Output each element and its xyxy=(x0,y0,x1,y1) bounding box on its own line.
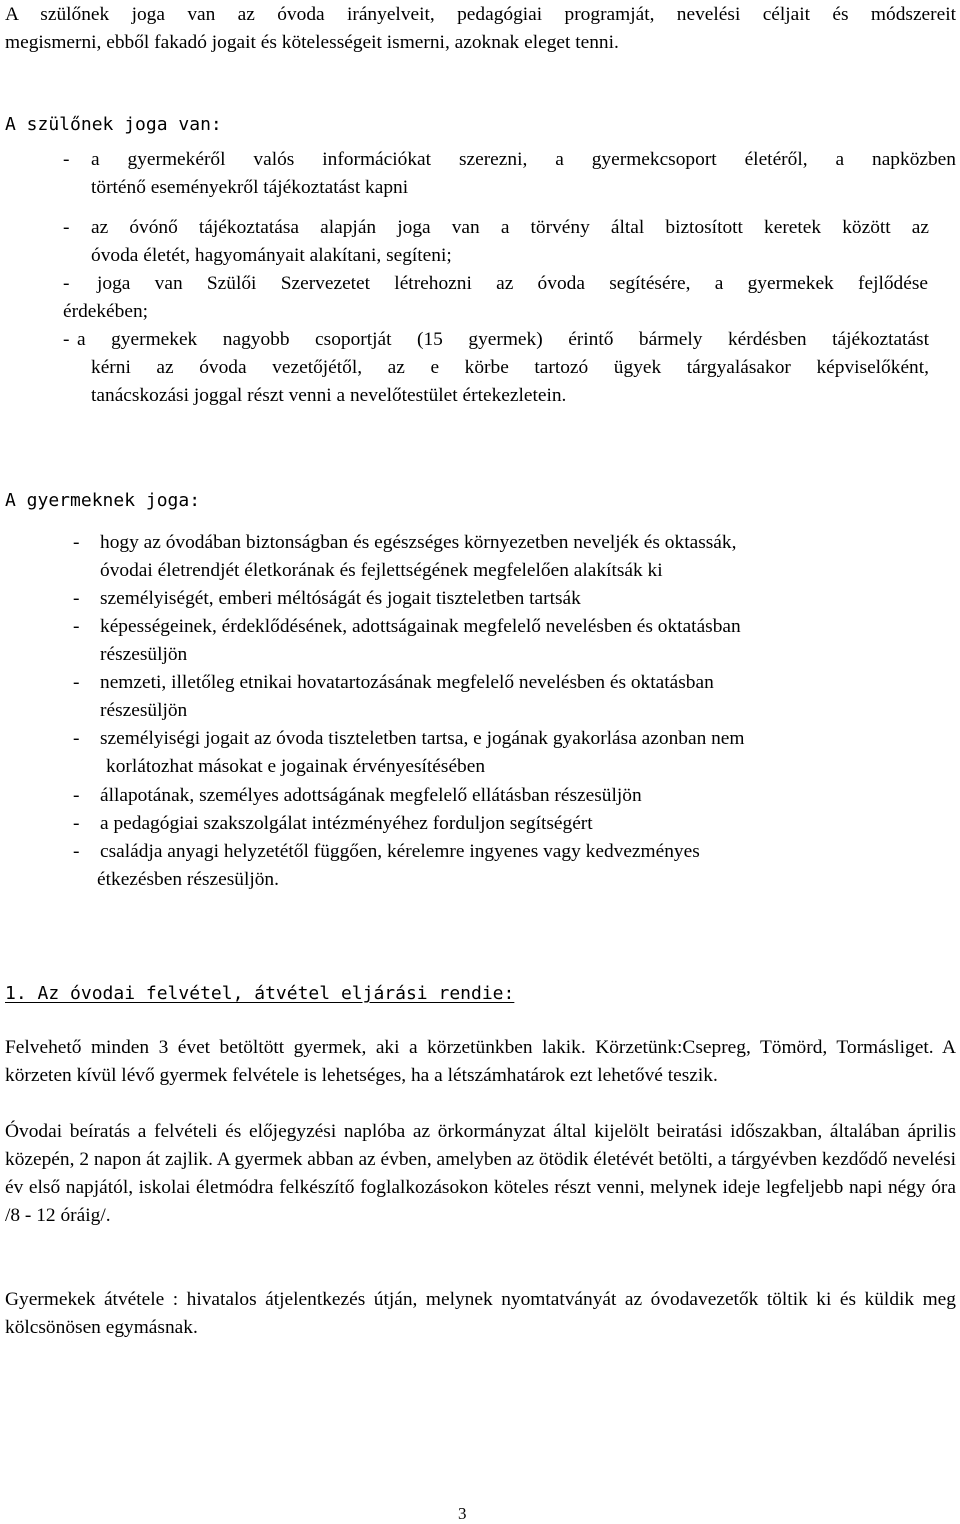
parent-item-1-line-1: a gyermekéről valós információkat szerezni, a gyermekcsoport életéről, a napközben xyxy=(91,149,956,170)
intro-line-1: A szülőnek joga van az óvoda irányelveit, pedagógiai programját, nevelési céljait és módszereit xyxy=(5,4,956,25)
parent-item-4-line-1: a gyermekek nagyobb csoportját (15 gyermek) érintő bármely kérdésben tájékoztatást xyxy=(77,329,929,350)
child-item-2-line-1: személyiségét, emberi méltóságát és jogait tiszteletben tartsák xyxy=(100,588,581,609)
child-item-6-line-1: állapotának, személyes adottságának megfelelő ellátásban részesüljön xyxy=(100,785,642,806)
parent-item-1-line-2: történő eseményekről tájékoztatást kapni xyxy=(91,177,409,198)
child-rights-heading: A gyermeknek joga: xyxy=(5,490,201,511)
child-item-1-line-2: óvodai életrendjét életkorának és fejlettségének megfelelően alakítsák ki xyxy=(100,560,663,581)
child-item-6-dash: - xyxy=(73,785,80,806)
child-item-1-line-1: hogy az óvodában biztonságban és egészséges környezetben neveljék és oktassák, xyxy=(100,532,737,553)
parent-rights-heading: A szülőnek joga van: xyxy=(5,114,222,135)
parent-item-4-dash: - xyxy=(63,329,70,350)
child-item-2-dash: - xyxy=(73,588,80,609)
parent-item-1-dash: - xyxy=(63,149,70,170)
child-item-7-dash: - xyxy=(73,813,80,834)
child-item-3-dash: - xyxy=(73,616,80,637)
child-item-4-dash: - xyxy=(73,672,80,693)
section-1-heading: 1. Az óvodai felvétel, átvétel eljárási rendie: xyxy=(5,983,515,1004)
section-1-paragraph-3: Gyermekek átvétele : hivatalos átjelentkezés útján, melynek nyomtatványát az óvodavezetők töltik ki és küldik meg kölcsönösen egymásnak. xyxy=(5,1289,956,1338)
section-1-paragraph-1: Felvehető minden 3 évet betöltött gyermek, aki a körzetünkben lakik. Körzetünk:Csepreg, Tömörd, Tormásliget. A körzeten kívül lévő gyermek felvétele is lehetséges, ha a létszámhatárok ezt lehetővé teszik. xyxy=(5,1037,956,1086)
child-item-7-line-1: a pedagógiai szakszolgálat intézményéhez forduljon segítségért xyxy=(100,813,593,834)
parent-item-2-dash: - xyxy=(63,217,70,238)
parent-item-2-line-1: az óvónő tájékoztatása alapján joga van a törvény által biztosított keretek között az xyxy=(91,217,929,238)
parent-item-3-line-1: joga van Szülői Szervezetet létrehozni az óvoda segítésére, a gyermekek fejlődése xyxy=(97,273,928,294)
parent-item-4-line-3: tanácskozási joggal részt venni a nevelőtestület értekezletein. xyxy=(91,385,567,406)
child-item-5-dash: - xyxy=(73,728,80,749)
parent-item-3-dash: - xyxy=(63,273,70,294)
child-item-5-line-2: korlátozhat másokat e jogainak érvényesítésében xyxy=(106,756,486,777)
child-item-3-line-1: képességeinek, érdeklődésének, adottságainak megfelelő nevelésben és oktatásban xyxy=(100,616,741,637)
child-item-1-dash: - xyxy=(73,532,80,553)
parent-item-2-line-2: óvoda életét, hagyományait alakítani, segíteni; xyxy=(91,245,452,266)
parent-item-4-line-2: kérni az óvoda vezetőjétől, az e körbe tartozó ügyek tárgyalásakor képviselőként, xyxy=(91,357,929,378)
parent-item-3-line-2: érdekében; xyxy=(63,301,149,322)
child-item-8-dash: - xyxy=(73,841,80,862)
child-item-4-line-2: részesüljön xyxy=(100,700,188,721)
child-item-5-line-1: személyiségi jogait az óvoda tiszteletben tartsa, e jogának gyakorlása azonban nem xyxy=(100,728,745,749)
page-number: 3 xyxy=(458,1504,467,1523)
child-item-4-line-1: nemzeti, illetőleg etnikai hovatartozásának megfelelő nevelésben és oktatásban xyxy=(100,672,714,693)
section-1-paragraph-2: Óvodai beíratás a felvételi és előjegyzési naplóba az örkormányzat által kijelölt beiratási időszakban, általában április közepén, 2 napon át zajlik. A gyermek abban az évben, amelyben az ötödik életévét betölti, a tárgyévben kezdődő nevelési év első napjától, iskolai életmódra felkészítő foglalkozásokon köteles részt venni, melynek ideje legfeljebb napi négy óra /8 - 12 óráig/. xyxy=(5,1121,956,1226)
intro-line-2: megismerni, ebből fakadó jogait és kötelességeit ismerni, azoknak eleget tenni. xyxy=(5,32,619,53)
child-item-3-line-2: részesüljön xyxy=(100,644,188,665)
child-item-8-line-2: étkezésben részesüljön. xyxy=(97,869,279,890)
child-item-8-line-1: családja anyagi helyzetétől függően, kérelemre ingyenes vagy kedvezményes xyxy=(100,841,700,862)
